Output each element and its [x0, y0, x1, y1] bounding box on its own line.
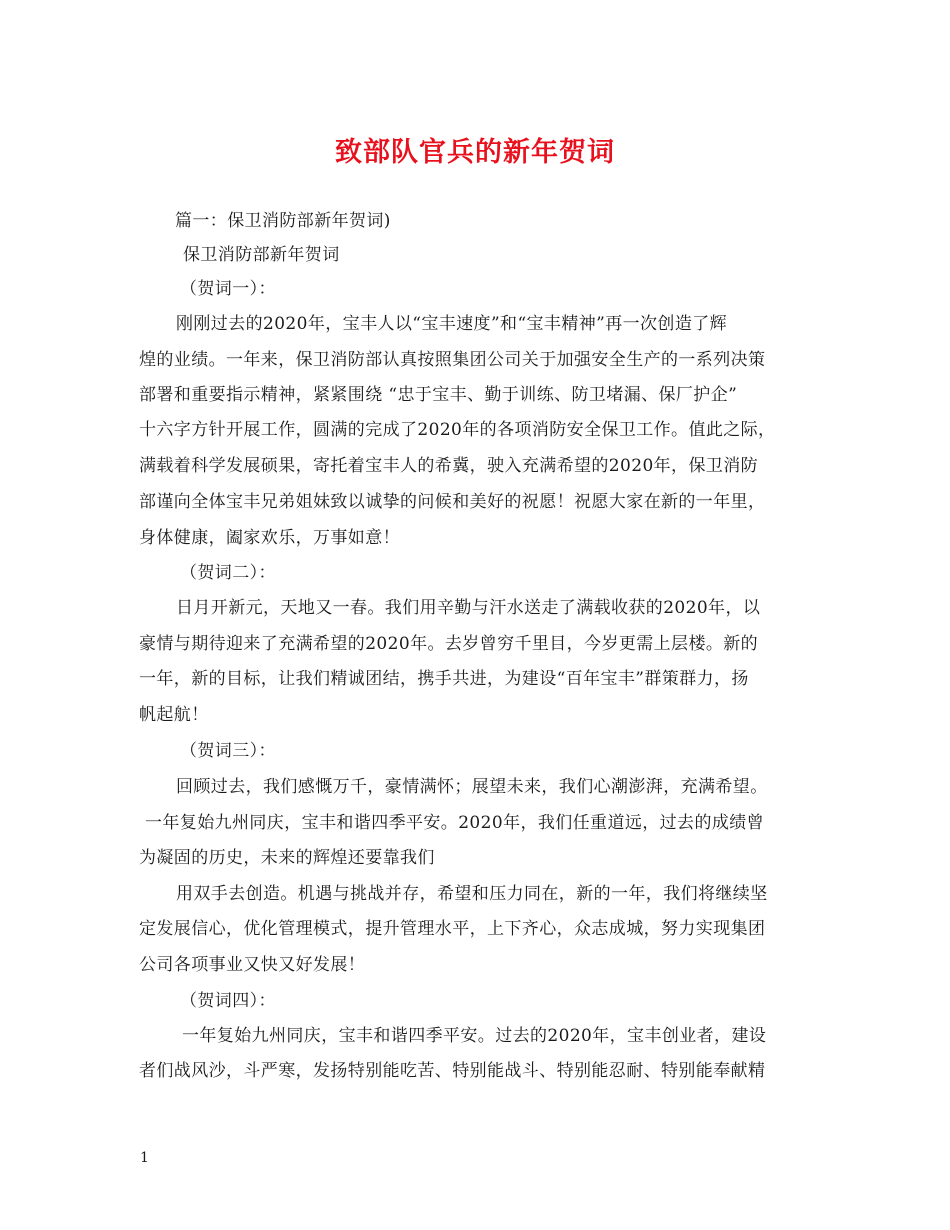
subsection-heading: 保卫消防部新年贺词: [183, 245, 340, 265]
section-heading: 篇一：保卫消防部新年贺词): [175, 211, 391, 231]
paragraph-line: 为凝固的历史，未来的辉煌还要靠我们: [139, 848, 435, 868]
greeting-label-2: （贺词二）：: [180, 563, 276, 583]
paragraph-line: 豪情与期待迎来了充满希望的2020年。去岁曾穷千里目，今岁更需上层楼。新的: [139, 634, 759, 654]
paragraph-line: 一年，新的目标，让我们精诚团结，携手共进，为建设“百年宝丰”群策群力，扬: [139, 669, 749, 689]
paragraph-line: 日月开新元，天地又一春。我们用辛勤与汗水送走了满载收获的2020年，以: [176, 598, 761, 618]
paragraph-line: 回顾过去，我们感慨万千，豪情满怀；展望未来，我们心潮澎湃，充满希望。: [176, 777, 768, 797]
paragraph-line: 部署和重要指示精神，紧紧围绕 “忠于宝丰、勤于训练、防卫堵漏、保厂护企”: [139, 385, 738, 405]
paragraph-line: 者们战风沙，斗严寒，发扬特别能吃苦、特别能战斗、特别能忍耐、特别能奉献精: [139, 1061, 766, 1081]
paragraph-line: 一年复始九州同庆，宝丰和谐四季平安。2020年，我们任重道远，过去的成绩曾: [145, 813, 765, 833]
paragraph-line: 用双手去创造。机遇与挑战并存，希望和压力同在，新的一年，我们将继续坚: [176, 884, 768, 904]
paragraph-line: 煌的业绩。一年来，保卫消防部认真按照集团公司关于加强安全生产的一系列决策: [139, 350, 766, 370]
paragraph-line: 定发展信心，优化管理模式，提升管理水平，上下齐心，众志成城，努力实现集团: [139, 919, 766, 939]
page-number: 1: [140, 1150, 149, 1166]
paragraph-line: 部谨向全体宝丰兄弟姐妹致以诚挚的问候和美好的祝愿！祝愿大家在新的一年里，: [139, 492, 766, 512]
paragraph-line: 十六字方针开展工作，圆满的完成了2020年的各项消防安全保卫工作。值此之际，: [139, 420, 776, 440]
greeting-label-4: （贺词四）：: [180, 991, 276, 1011]
greeting-label-3: （贺词三）：: [180, 741, 276, 761]
paragraph-line: 身体健康，阖家欢乐，万事如意！: [139, 528, 400, 548]
document-title: 致部队官兵的新年贺词: [335, 137, 615, 168]
paragraph-line: 满载着科学发展硕果，寄托着宝丰人的希冀，驶入充满希望的2020年，保卫消防: [139, 456, 759, 476]
paragraph-line: 一年复始九州同庆，宝丰和谐四季平安。过去的2020年，宝丰创业者，建设: [182, 1026, 767, 1046]
greeting-label-1: （贺词一）：: [180, 279, 276, 299]
paragraph-line: 刚刚过去的2020年，宝丰人以“宝丰速度”和“宝丰精神”再一次创造了辉: [176, 314, 728, 334]
paragraph-line: 帆起航！: [139, 705, 209, 725]
paragraph-line: 公司各项事业又快又好发展！: [139, 955, 366, 975]
